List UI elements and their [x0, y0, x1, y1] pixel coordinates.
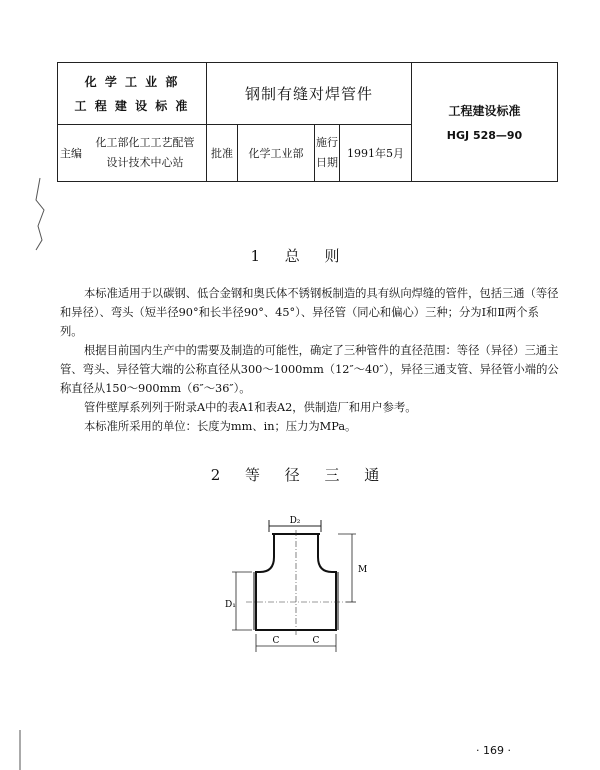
- effective-label-cell: [315, 125, 340, 182]
- paragraph-2: 根据目前国内生产中的需要及制造的可能性，确定了三种管件的直径范围：等径（异径）三通主管、弯头、异径管大端的公称直径从300～1000mm（12″～40″），异径三通支管、异径管小端的公称直径从150～900mm（6″～36″）。: [60, 344, 559, 395]
- issuing-org: 化 学 工 业 部: [84, 74, 180, 89]
- paragraph-3: 管件壁厚系列列于附录A中的表A1和表A2，供制造厂和用户参考。: [84, 401, 417, 414]
- header-table: [57, 62, 558, 182]
- standard-category: 工 程 建 设 标 准: [74, 98, 190, 113]
- effective-label-2: 日期: [316, 156, 338, 169]
- editor-line2: 设计技术中心站: [106, 156, 184, 169]
- page-number: · 169 ·: [476, 744, 511, 757]
- effective-label-1: 施行: [316, 136, 338, 149]
- section-2-heading: 2 等 径 三 通: [210, 466, 390, 484]
- title-cell: [207, 63, 412, 125]
- main-diameter-label: D₁: [225, 600, 236, 610]
- editor-cell: [58, 125, 207, 182]
- standard-number: HGJ 528—90: [446, 129, 523, 142]
- approver: 化学工业部: [238, 125, 315, 182]
- section-1-body: [60, 284, 560, 436]
- approve-label: 批准: [207, 125, 238, 182]
- c-right-label: C: [312, 636, 320, 646]
- height-label: M: [358, 565, 368, 575]
- branch-diameter-label: D₂: [289, 516, 301, 526]
- paragraph-4: 本标准所采用的单位：长度为mm、in；压力为MPa。: [84, 420, 357, 433]
- editor-label: 主编: [60, 147, 82, 160]
- c-left-label: C: [272, 636, 280, 646]
- effective-date: 1991年5月: [340, 125, 412, 182]
- paragraph-1: 本标准适用于以碳钢、低合金钢和奥氏体不锈钢板制造的具有纵向焊缝的管件，包括三通（等径和异径）、弯头（短半径90°和长半径90°、45°）、异径管（同心和偏心）三种；分为Ⅰ和Ⅱ两个系列。: [60, 287, 559, 338]
- section-1-heading: 1 总 则: [250, 247, 350, 265]
- standard-kind: 工程建设标准: [448, 104, 521, 118]
- issuing-org-cell: [58, 63, 207, 125]
- standard-id-cell: [412, 63, 558, 182]
- document-title: 钢制有缝对焊管件: [244, 85, 373, 103]
- margin-scribble: [36, 178, 44, 250]
- equal-tee-figure: [216, 512, 386, 662]
- editor-line1: 化工部化工工艺配管: [95, 136, 195, 149]
